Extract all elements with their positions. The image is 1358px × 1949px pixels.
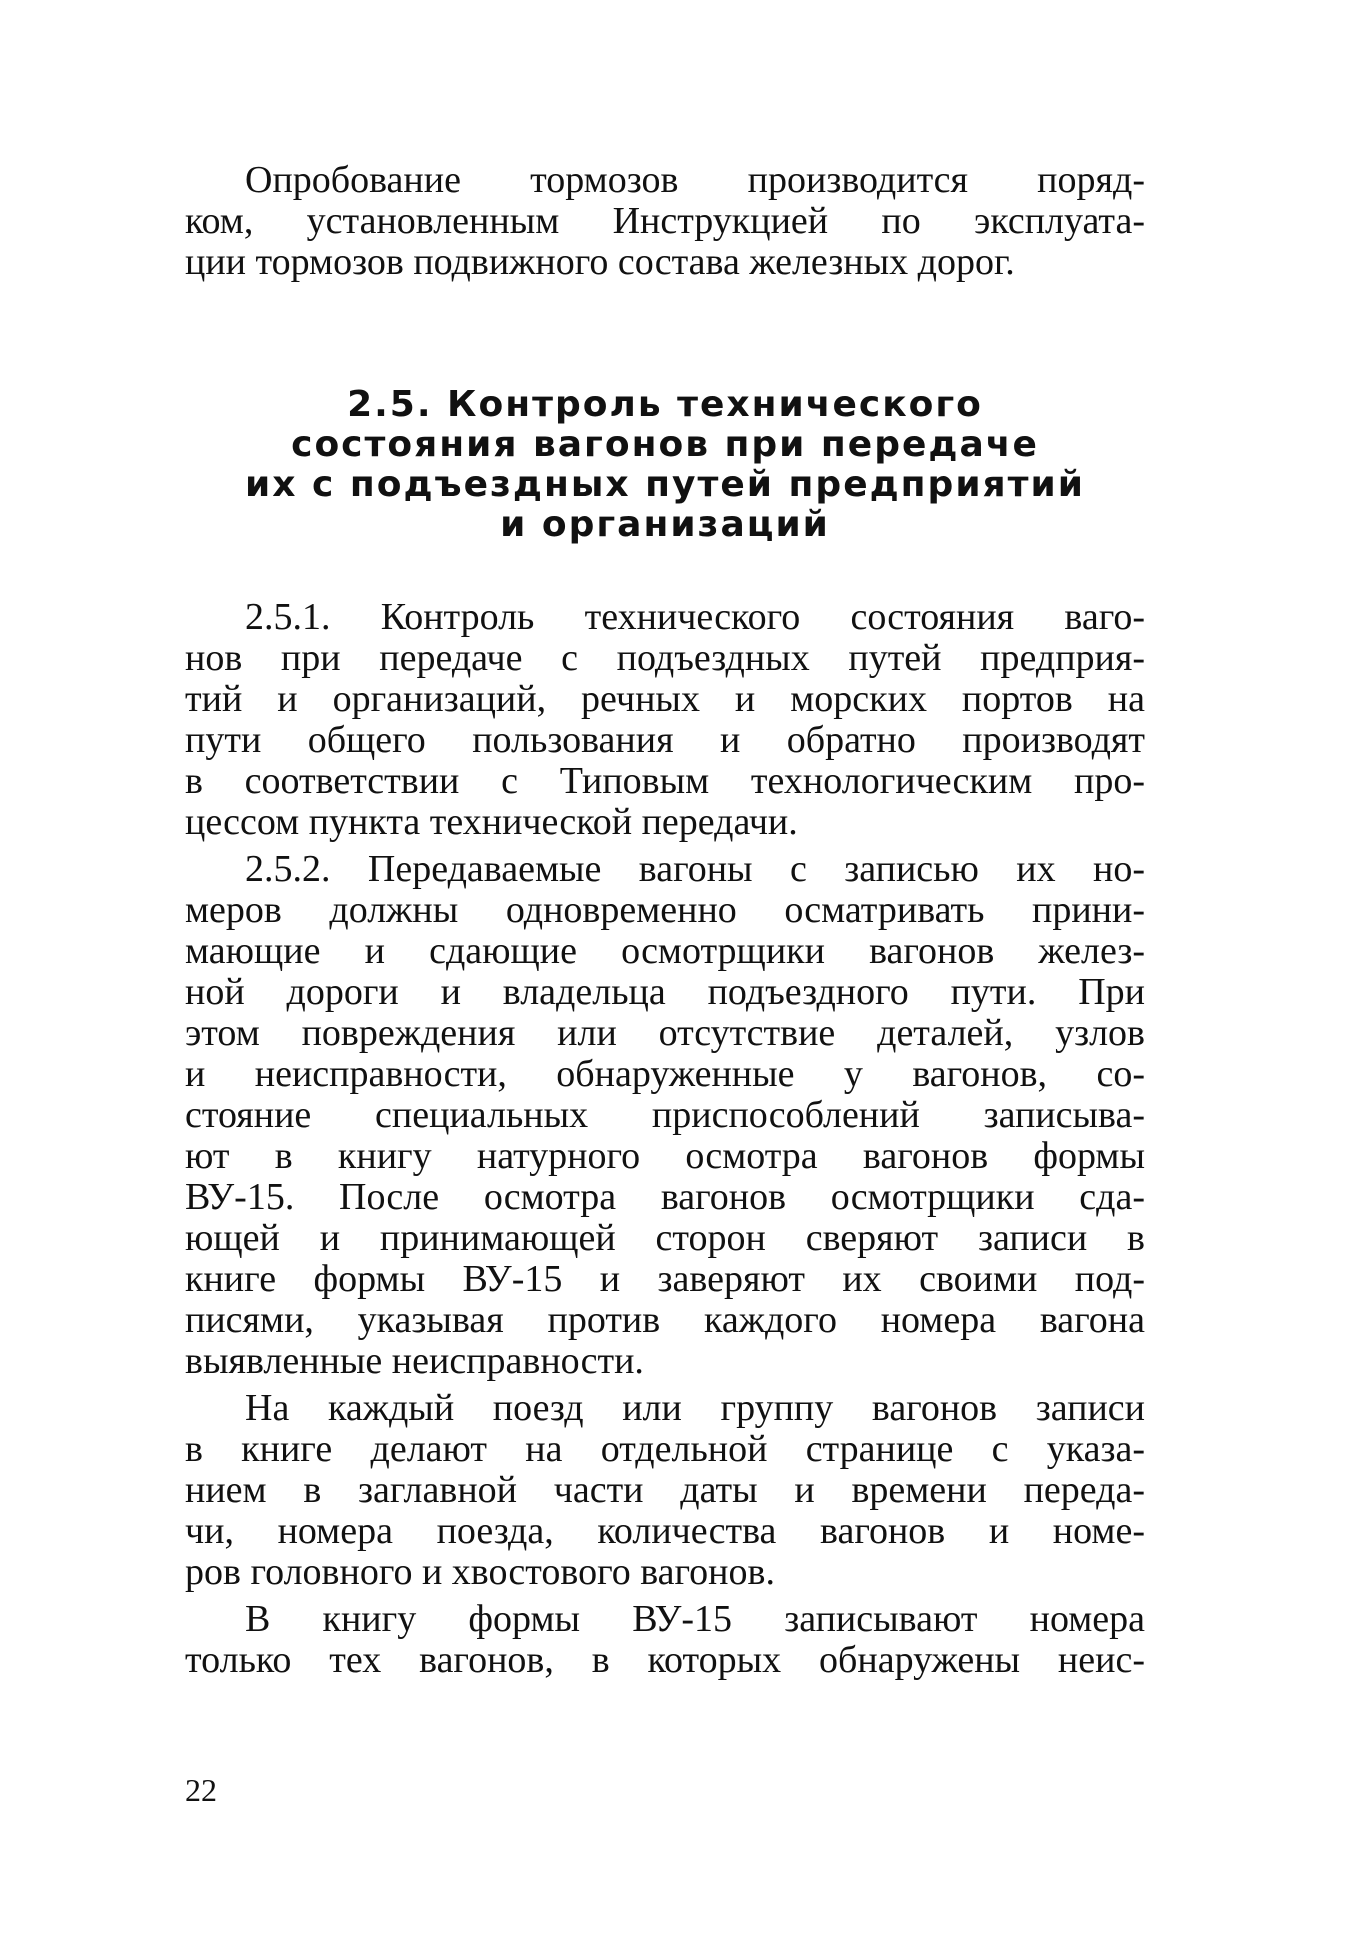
page-body bbox=[185, 160, 1145, 1681]
text-line: только тех вагонов, в которых обнаружены неис- bbox=[185, 1639, 1145, 1681]
text-line: ВУ-15. После осмотра вагонов осмотрщики сда- bbox=[185, 1176, 1145, 1218]
heading-line: состояния вагонов при передаче bbox=[291, 424, 1039, 465]
paragraph-vu15-records bbox=[185, 1599, 1145, 1681]
text-line: в книге делают на отдельной странице с указа- bbox=[185, 1428, 1145, 1470]
text-line: чи, номера поезда, количества вагонов и номе- bbox=[185, 1510, 1145, 1552]
paragraph-2-5-2 bbox=[185, 849, 1145, 1382]
text-line: пути общего пользования и обратно производят bbox=[185, 719, 1145, 761]
clause-number: 2.5.2. bbox=[245, 848, 331, 890]
text-line: ющей и принимающей сторон сверяют записи в bbox=[185, 1217, 1145, 1259]
text-line: нием в заглавной части даты и времени переда- bbox=[185, 1469, 1145, 1511]
text-line: На каждый поезд или группу вагонов записи bbox=[245, 1387, 1145, 1429]
text-line: В книгу формы ВУ-15 записывают номера bbox=[245, 1598, 1145, 1640]
clause-text: Контроль технического состояния ваго- bbox=[330, 596, 1145, 638]
text-line bbox=[185, 597, 1145, 638]
text-line: ком, установленным Инструкцией по эксплуата- bbox=[185, 200, 1145, 242]
text-line: выявленные неисправности. bbox=[185, 1340, 644, 1382]
text-line: меров должны одновременно осматривать прини- bbox=[185, 889, 1145, 931]
text-line: Опробование тормозов производится поряд- bbox=[245, 159, 1145, 201]
text-line: мающие и сдающие осмотрщики вагонов желез- bbox=[185, 930, 1145, 972]
section-heading bbox=[185, 385, 1145, 545]
heading-line: и организаций bbox=[500, 504, 830, 545]
text-line: ров головного и хвостового вагонов. bbox=[185, 1551, 775, 1593]
text-line: в соответствии с Типовым технологическим про- bbox=[185, 760, 1145, 802]
clause-number: 2.5.1. bbox=[245, 596, 331, 638]
text-line: этом повреждения или отсутствие деталей, узлов bbox=[185, 1012, 1145, 1054]
text-line: книге формы ВУ-15 и заверяют их своими под- bbox=[185, 1258, 1145, 1300]
text-line: цессом пункта технической передачи. bbox=[185, 801, 798, 843]
text-line bbox=[185, 849, 1145, 890]
clause-text: Передаваемые вагоны с записью их но- bbox=[330, 848, 1145, 890]
paragraph-train-records bbox=[185, 1388, 1145, 1593]
heading-line: 2.5. Контроль технического bbox=[347, 384, 983, 425]
text-line: писями, указывая против каждого номера вагона bbox=[185, 1299, 1145, 1341]
intro-paragraph bbox=[185, 160, 1145, 283]
text-line: ной дороги и владельца подъездного пути. При bbox=[185, 971, 1145, 1013]
heading-line: их с подъездных путей предприятий bbox=[245, 464, 1085, 505]
text-line: стояние специальных приспособлений записыва- bbox=[185, 1094, 1145, 1136]
text-line: тий и организаций, речных и морских портов на bbox=[185, 678, 1145, 720]
text-line: ции тормозов подвижного состава железных дорог. bbox=[185, 241, 1015, 283]
text-line: нов при передаче с подъездных путей предприя- bbox=[185, 637, 1145, 679]
text-line: ют в книгу натурного осмотра вагонов формы bbox=[185, 1135, 1145, 1177]
page-number: 22 bbox=[185, 1772, 217, 1808]
paragraph-2-5-1 bbox=[185, 597, 1145, 843]
text-line: и неисправности, обнаруженные у вагонов, со- bbox=[185, 1053, 1145, 1095]
